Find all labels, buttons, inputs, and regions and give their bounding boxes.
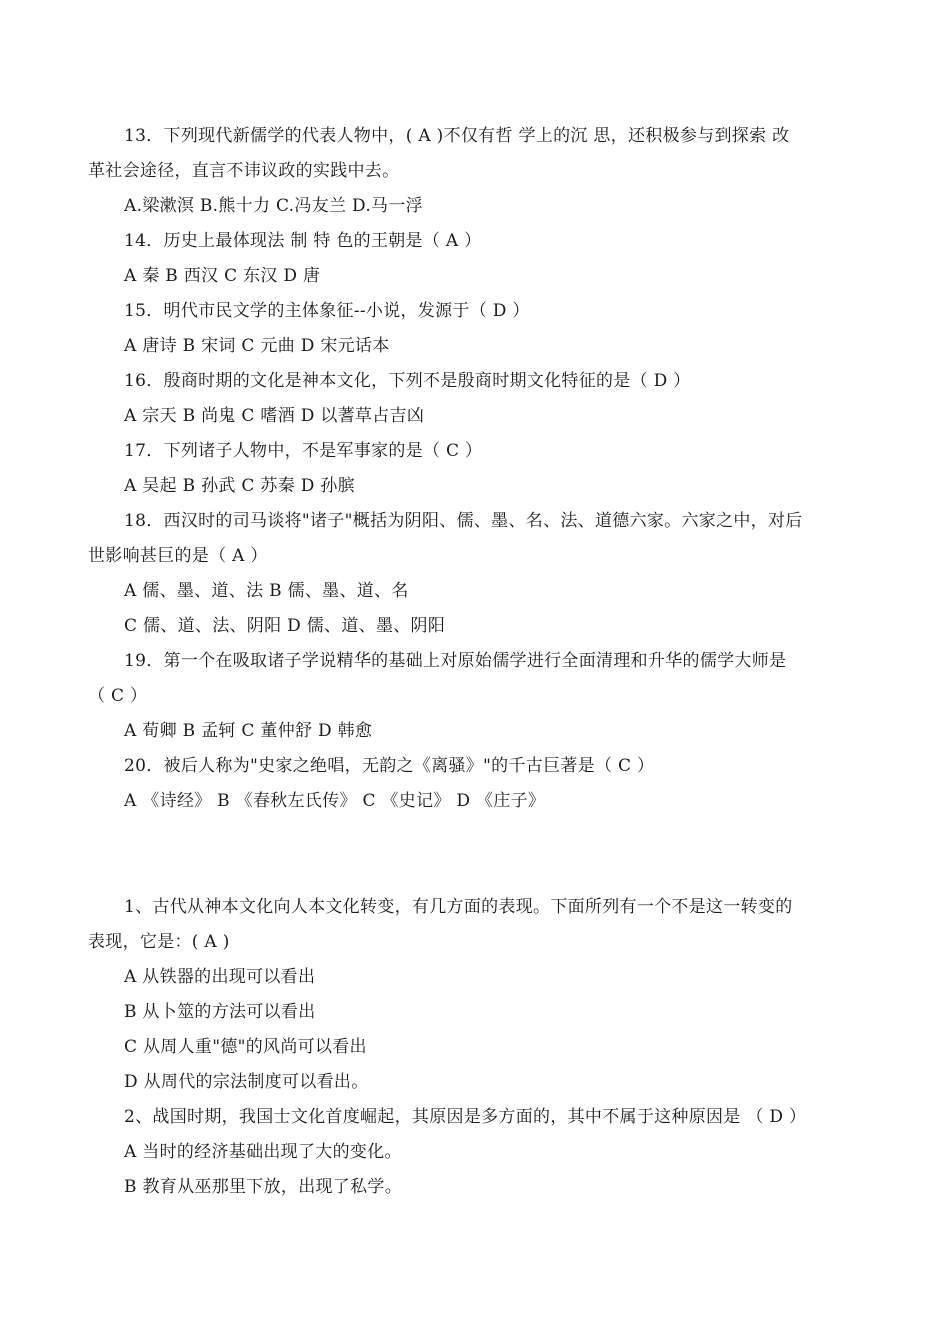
q16-options: A 宗天 B 尚鬼 C 嗜酒 D 以蓍草占吉凶 [124,406,425,426]
q20-question: 20．被后人称为"史家之绝唱，无韵之《离骚》"的千古巨著是（ C ） [124,756,655,776]
q13-options: A.梁漱溟 B.熊十力 C.冯友兰 D.马一浮 [124,196,423,216]
q14-options: A 秦 B 西汉 C 东汉 D 唐 [124,266,321,286]
q20-options: A 《诗经》 B 《春秋左氏传》 C 《史记》 D 《庄子》 [124,791,546,811]
s2-q2-option-a: A 当时的经济基础出现了大的变化。 [124,1142,402,1162]
q17-options: A 吴起 B 孙武 C 苏秦 D 孙膑 [124,476,355,496]
q19-line-2: （ C ） [88,686,148,706]
q13-line-2: 革社会途径，直言不讳议政的实践中去。 [88,161,400,181]
q16-question: 16．殷商时期的文化是神本文化，下列不是殷商时期文化特征的是（ D ） [124,371,691,391]
q19-line-1: 19．第一个在吸取诸子学说精华的基础上对原始儒学进行全面清理和升华的儒学大师是 [124,651,787,671]
s2-q1-line-1: 1、古代从神本文化向人本文化转变，有几方面的表现。下面所列有一个不是这一转变的 [124,897,793,917]
s2-q1-option-c: C 从周人重"德"的风尚可以看出 [124,1037,367,1057]
s2-q1-option-b: B 从卜筮的方法可以看出 [124,1002,316,1022]
q17-question: 17．下列诸子人物中，不是军事家的是（ C ） [124,441,483,461]
q15-question: 15．明代市民文学的主体象征--小说，发源于（ D ） [124,301,530,321]
s2-q1-option-d: D 从周代的宗法制度可以看出。 [124,1072,369,1092]
q14-question: 14．历史上最体现法 制 特 色的王朝是（ A ） [124,231,482,251]
s2-q1-option-a: A 从铁器的出现可以看出 [124,967,316,987]
q18-options-1: A 儒、墨、道、法 B 儒、墨、道、名 [124,581,409,601]
s2-q1-line-2: 表现，它是：( A ) [88,932,230,952]
q18-line-1: 18．西汉时的司马谈将"诸子"概括为阴阳、儒、墨、名、法、道德六家。六家之中，对后 [124,511,803,531]
q19-options: A 荀卿 B 孟轲 C 董仲舒 D 韩愈 [124,721,373,741]
s2-q2-question: 2、战国时期，我国士文化首度崛起，其原因是多方面的，其中不属于这种原因是 （ D ） [124,1107,807,1127]
q15-options: A 唐诗 B 宋词 C 元曲 D 宋元话本 [124,336,390,356]
q18-line-2: 世影响甚巨的是（ A ） [88,546,268,566]
q18-options-2: C 儒、道、法、阴阳 D 儒、道、墨、阴阳 [124,616,446,636]
s2-q2-option-b: B 教育从巫那里下放，出现了私学。 [124,1177,402,1197]
q13-line-1: 13．下列现代新儒学的代表人物中，( A )不仅有哲 学上的沉 思，还积极参与到探索 改 [124,126,790,146]
